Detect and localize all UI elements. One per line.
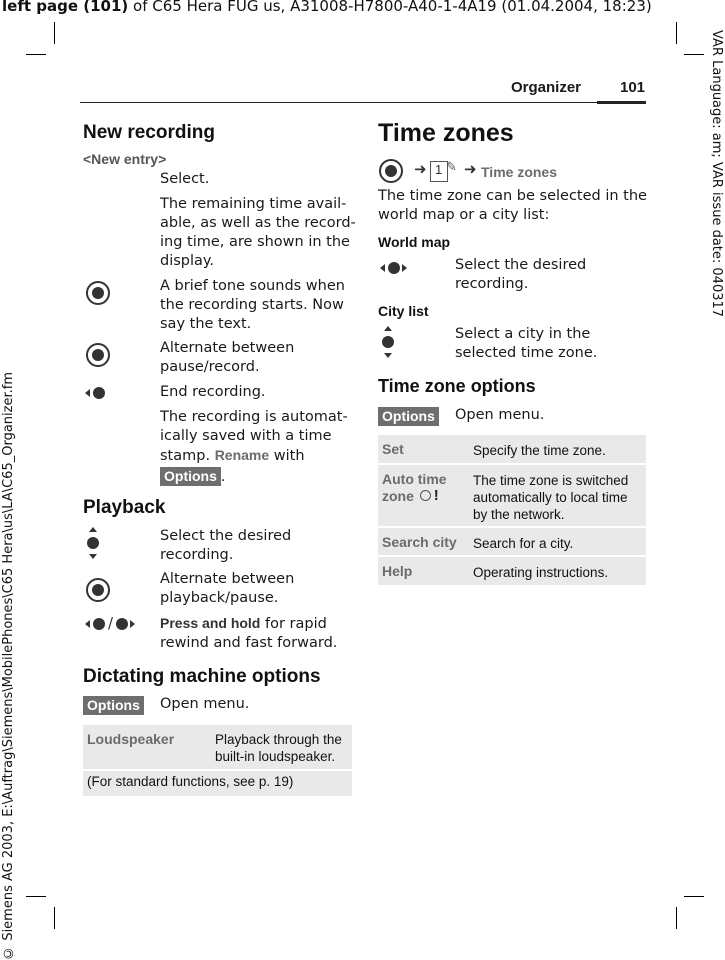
- running-header-page: 101: [620, 79, 646, 96]
- alternate-pause-text: Alternate between pause/record.: [160, 340, 295, 375]
- table-row: [83, 771, 352, 796]
- table-row: [378, 557, 646, 585]
- crop-mark: [684, 54, 704, 55]
- side-language-info: VAR Language: am; VAR issue date: 040317: [709, 30, 724, 318]
- side-copyright-text: © Siemens AG 2003, E:\Auftrag\Siemens\MobilePhones\C65 Hera\us\LA\C65_Organizer.fm: [1, 372, 16, 960]
- option-name: Loudspeaker: [87, 731, 175, 747]
- new-recording-heading: New recording: [83, 122, 215, 143]
- city-list-heading: City list: [378, 303, 429, 319]
- time-zone-intro: The time zone can be selected in the world map or a city list:: [378, 188, 647, 223]
- table-row: [83, 725, 352, 769]
- playback-select-text: Select the desired recording.: [160, 528, 292, 563]
- option-name: Auto time zone !: [382, 471, 447, 504]
- crop-mark: [54, 907, 55, 929]
- playback-heading: Playback: [83, 497, 166, 518]
- option-description: Specify the time zone.: [473, 443, 606, 458]
- auto-time-zone-icon: !: [418, 488, 442, 504]
- standard-functions-note: (For standard functions, see p. 19): [87, 774, 294, 789]
- arrow-right-icon: ➜: [414, 160, 427, 178]
- select-text: Select.: [160, 171, 210, 187]
- open-menu-text: Open menu.: [455, 407, 545, 423]
- remaining-time-text: The remaining time avail- able, as well as the record- ing time, are shown in the display.: [160, 196, 356, 269]
- world-map-text: Select the desired recording.: [455, 257, 587, 292]
- crop-mark: [54, 22, 55, 44]
- options-softkey: Options: [378, 407, 439, 426]
- playback-alternate-text: Alternate between playback/pause.: [160, 571, 295, 606]
- crop-mark: [676, 907, 677, 929]
- press-hold-text: Press and hold for rapid rewind and fast forward.: [160, 615, 338, 651]
- print-header: [2, 0, 652, 15]
- new-entry-label: <New entry>: [83, 151, 167, 167]
- crop-mark: [26, 896, 46, 897]
- open-menu-text: Open menu.: [160, 696, 250, 712]
- crop-mark: [684, 896, 704, 897]
- table-row: [378, 465, 646, 526]
- running-header-title: Organizer: [511, 79, 582, 96]
- organizer-menu-icon: 1: [430, 161, 448, 182]
- option-description: Search for a city.: [473, 536, 574, 551]
- option-description: Operating instructions.: [473, 565, 609, 580]
- world-map-heading: World map: [378, 234, 451, 250]
- time-zones-heading: Time zones: [378, 119, 514, 147]
- time-zone-options-heading: Time zone options: [378, 376, 536, 396]
- options-softkey: Options: [83, 696, 144, 715]
- tone-text: A brief tone sounds when the recording starts. Now say the text.: [160, 278, 345, 332]
- option-name: Search city: [382, 534, 457, 550]
- nav-key-left-right-icon: /: [84, 616, 140, 632]
- nav-key-up-down-icon: [381, 326, 395, 360]
- option-description: Playback through the built-in loudspeaker.: [215, 732, 342, 764]
- print-header-page: left page (101): [2, 0, 129, 15]
- city-list-text: Select a city in the selected time zone.: [455, 326, 598, 361]
- options-softkey: Options: [160, 467, 221, 486]
- nav-key-left-right-icon: [380, 260, 414, 276]
- menu-path: ➜ 1 ✎ ➜ Time zones: [378, 158, 578, 186]
- nav-key-up-down-icon: [86, 527, 100, 561]
- print-header-info: of C65 Hera FUG us, A31008-H7800-A40-1-4A19 (01.04.2004, 18:23): [128, 0, 652, 15]
- nav-key-center-icon: [86, 343, 110, 367]
- arrow-right-icon: ➜: [464, 160, 477, 178]
- option-name: Set: [382, 441, 404, 457]
- option-description: The time zone is switched automatically to local time by the network.: [473, 473, 629, 522]
- nav-key-center-icon: [86, 578, 110, 602]
- crop-mark: [676, 22, 677, 44]
- nav-key-center-icon: [86, 281, 110, 305]
- saved-text: The recording is automat- ically saved with a time stamp. Rename with Options .: [160, 409, 348, 485]
- rename-function: Rename: [214, 447, 270, 463]
- side-copyright: [1, 372, 18, 960]
- dictating-options-heading: Dictating machine options: [83, 666, 321, 687]
- header-rule-page: [597, 101, 646, 104]
- time-zones-path-label: Time zones: [481, 164, 557, 180]
- crop-mark: [26, 54, 46, 55]
- nav-key-left-icon: [84, 385, 108, 401]
- nav-key-center-icon: [379, 159, 403, 183]
- table-row: [378, 528, 646, 555]
- header-rule: [80, 102, 646, 103]
- end-recording-text: End recording.: [160, 384, 266, 400]
- table-row: [378, 435, 646, 463]
- option-name: Help: [382, 563, 413, 579]
